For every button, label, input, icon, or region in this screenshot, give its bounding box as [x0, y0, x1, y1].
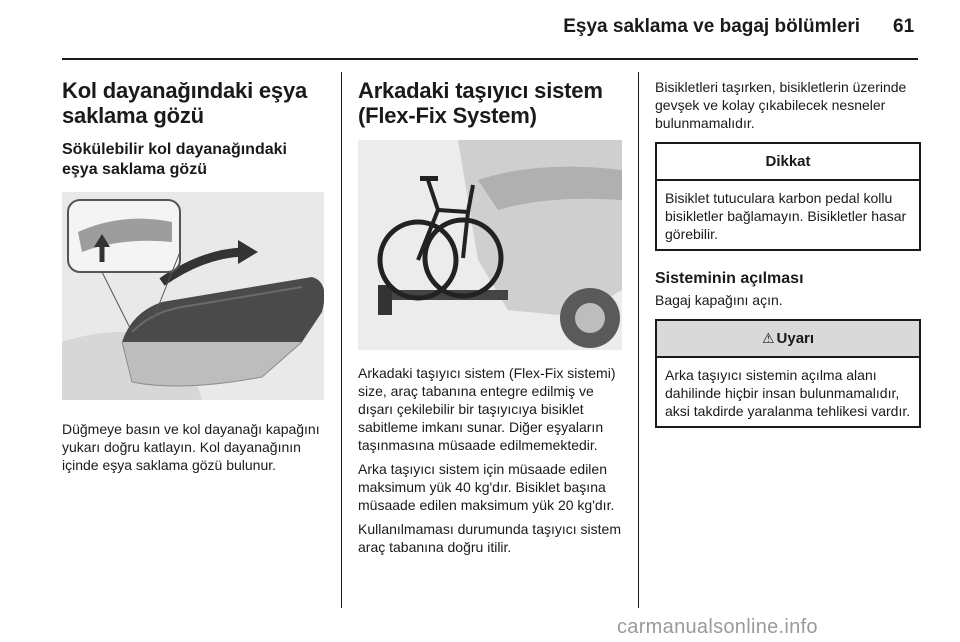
- section-title: Arkadaki taşıyıcı sistem (Flex-Fix System): [358, 78, 603, 128]
- section-subtitle: Sisteminin açılması: [655, 270, 804, 287]
- carrier-paragraph: Kullanılmaması durumunda taşıyıcı sistem araç tabanına doğru itilir.: [358, 521, 621, 555]
- section-body: Bagaj kapağını açın.: [655, 292, 783, 308]
- header-rule: [62, 58, 918, 60]
- middle-column: [358, 78, 622, 562]
- armrest-illustration: [62, 192, 324, 400]
- section-subtitle: Sökülebilir kol dayanağındaki eşya saklama gözü: [62, 141, 287, 178]
- warning-box: [655, 319, 921, 428]
- right-column: [655, 78, 921, 428]
- column-divider: [638, 72, 639, 608]
- carrier-paragraph: Arkadaki taşıyıcı sistem (Flex-Fix sistemi) size, araç tabanına entegre edilmiş ve dışarı çekilebilir bir taşıyıcıya bisiklet sabitleme imkanı sunar. Diğer eşyaların taşınmasına müsaade edilmemektedir.: [358, 365, 616, 453]
- column-divider: [341, 72, 342, 608]
- warning-title: Uyarı: [776, 330, 815, 347]
- header-title: Eşya saklama ve bagaj bölümleri: [563, 16, 860, 37]
- notice-box: [655, 142, 921, 251]
- page-number: 61: [893, 16, 915, 37]
- bike-carrier-illustration: [358, 140, 622, 350]
- section-title: Kol dayanağındaki eşya saklama gözü: [62, 78, 308, 128]
- notice-body: Bisiklet tutuculara karbon pedal kollu bisikletler bağlamayın. Bisikletler hasar görebilir.: [665, 190, 907, 242]
- carrier-paragraph: Arka taşıyıcı sistem için müsaade edilen maksimum yük 40 kg'dır. Bisiklet başına müsaade edilen maksimum yük 20 kg'dır.: [358, 461, 615, 513]
- bike-carrier-drawing: [358, 140, 622, 350]
- notice-title: Dikkat: [657, 144, 919, 181]
- warning-icon: ⚠: [761, 330, 775, 346]
- armrest-description: Düğmeye basın ve kol dayanağı kapağını yukarı doğru katlayın. Kol dayanağının içinde eşya saklama gözü bulunur.: [62, 421, 320, 473]
- armrest-drawing: [62, 192, 324, 400]
- left-column: [62, 78, 324, 480]
- watermark: carmanualsonline.info: [617, 616, 818, 638]
- warning-body: Arka taşıyıcı sistemin açılma alanı dahilinde hiçbir insan bulunmamalıdır, aksi takdirde yaralanma tehlikesi vardır.: [665, 367, 911, 419]
- warning-header: [657, 321, 919, 358]
- intro-paragraph: Bisikletleri taşırken, bisikletlerin üzerinde gevşek ve kolay çıkabilecek nesneler bulunmamalıdır.: [655, 79, 907, 131]
